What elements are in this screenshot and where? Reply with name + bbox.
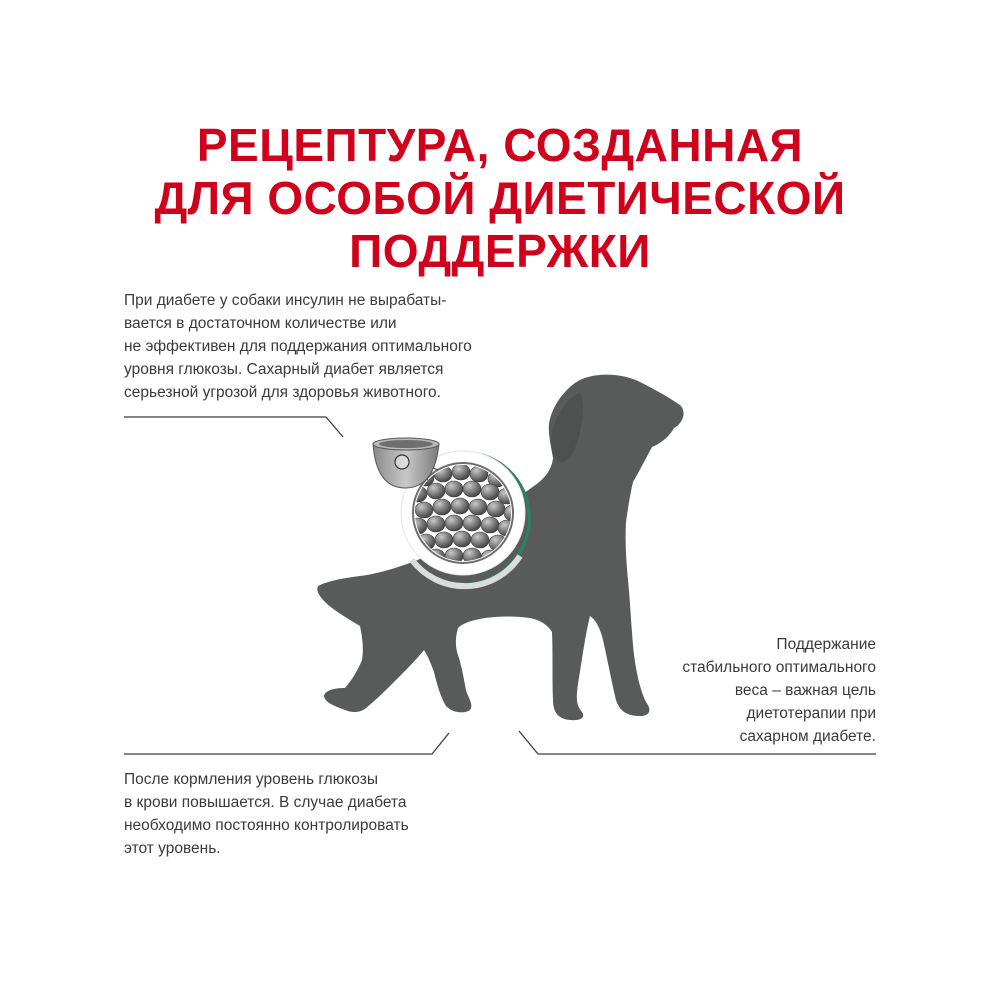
- callout-text-line: не эффективен для поддержания оптимального: [124, 338, 472, 355]
- callout-text-right: [682, 633, 876, 748]
- callout-text-line: необходимо постоянно контролировать: [124, 817, 409, 834]
- callout-text-line: диетотерапии при: [746, 705, 876, 722]
- callout-text-line: серьезной угрозой для здоровья животного.: [124, 384, 441, 401]
- headline-line-2: ДЛЯ ОСОБОЙ ДИЕТИЧЕСКОЙ: [154, 172, 846, 224]
- callout-text-line: уровня глюкозы. Сахарный диабет является: [124, 361, 444, 378]
- callout-text-line: этот уровень.: [124, 840, 221, 857]
- headline-line-3: ПОДДЕРЖКИ: [349, 225, 651, 277]
- callout-text-line: вается в достаточном количестве или: [124, 315, 397, 332]
- callout-text-line: веса – важная цель: [734, 682, 876, 699]
- callout-text-line: После кормления уровень глюкозы: [124, 771, 378, 788]
- callout-text-line: При диабете у собаки инсулин не вырабаты-: [124, 292, 447, 309]
- callout-line-left-top: [124, 417, 343, 437]
- callout-text-line: в крови повышается. В случае диабета: [124, 794, 407, 811]
- callout-text-line: стабильного оптимального: [682, 659, 876, 676]
- callout-text-left-top: [124, 289, 472, 404]
- headline-line-1: РЕЦЕПТУРА, СОЗДАННАЯ: [196, 119, 804, 171]
- callout-text-line: сахарном диабете.: [739, 728, 876, 745]
- callout-text-left-bottom: [124, 768, 409, 860]
- callout-text-line: Поддержание: [776, 636, 876, 653]
- callout-line-left-bottom: [124, 733, 449, 754]
